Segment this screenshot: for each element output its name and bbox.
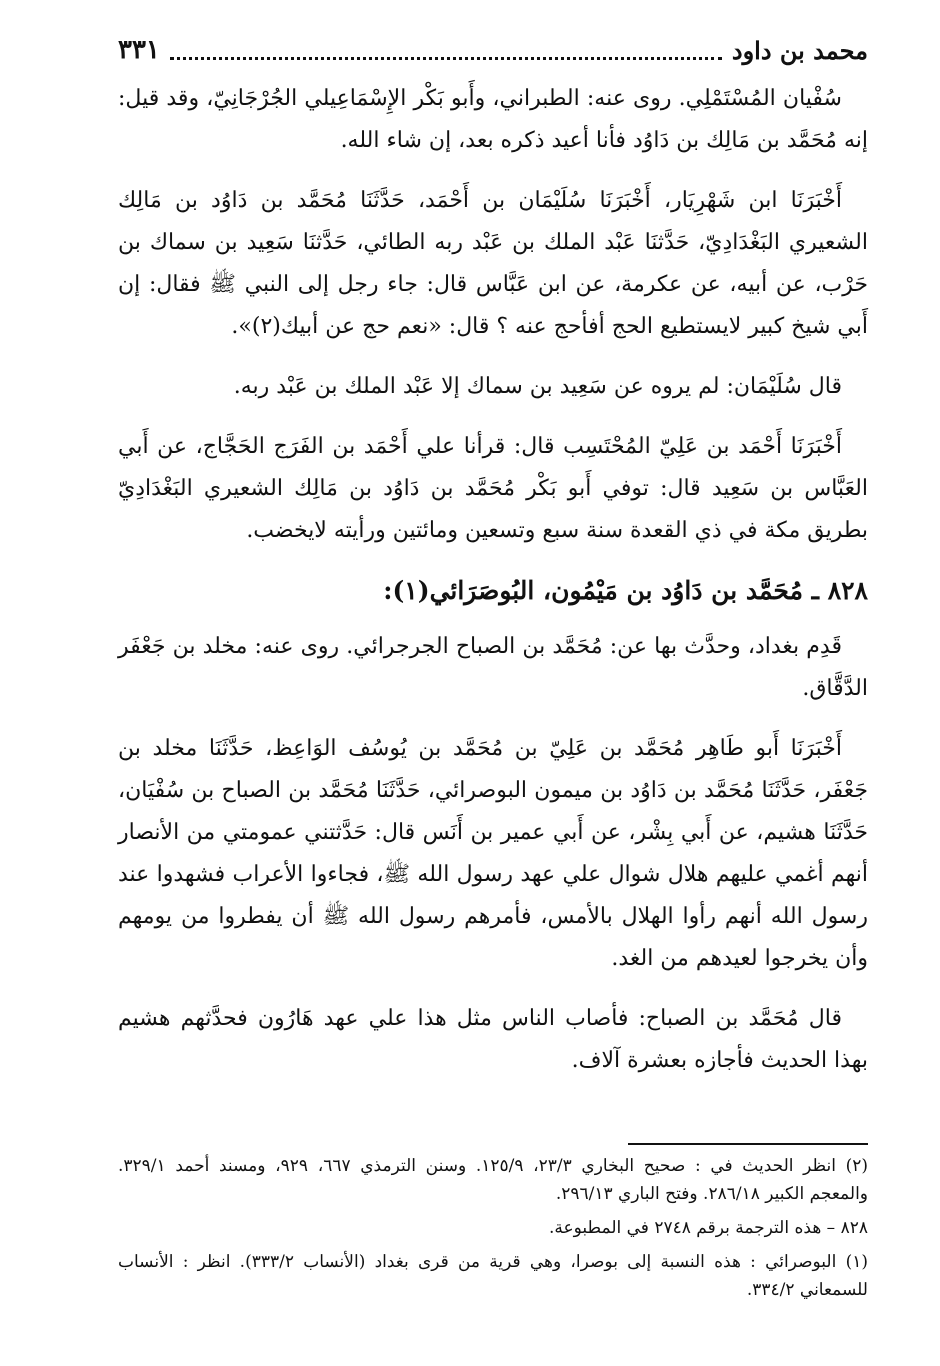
leader-dots bbox=[170, 55, 722, 60]
paragraph-1: سُفْيان المُسْتَمْلِي. روى عنه: الطبراني، وأَبو بَكْر الإِسْمَاعِيلي الجُرْجَانِيّ، وقد قيل: إنه مُحَمَّد بن مَالِك بن دَاوُد فأنا أعيد ذكره بعد، إن شاء الله. bbox=[118, 86, 868, 153]
running-title: محمد بن داود bbox=[731, 35, 868, 65]
paragraph-7: قال مُحَمَّد بن الصباح: فأصاب الناس مثل هذا علي عهد هَارُون فحدَّثهم هشيم بهذا الحديث فأجازه بعشرة آلاف. bbox=[118, 1006, 868, 1073]
paragraph-3: قال سُلَيْمَان: لم يروه عن سَعِيد بن سماك إلا عَبْد الملك بن عَبْد ربه. bbox=[233, 374, 842, 399]
footnote-1: (٢) انظر الحديث في : صحيح البخاري ٢٣/٣، ١٢٥/٩. وسنن الترمذي ٦٦٧، ٩٢٩، ومسند أحمد ٣٢٩/١. والمعجم الكبير ٢٨٦/١٨. وفتح الباري ٢٩٦/١٣. bbox=[118, 1156, 868, 1204]
page-header bbox=[118, 30, 868, 70]
footnotes bbox=[118, 1152, 868, 1310]
footnote-separator bbox=[628, 1143, 868, 1145]
paragraph-6: أَخْبَرَنَا أَبو طَاهِر مُحَمَّد بن عَلِيّ بن مُحَمَّد بن يُوسُف الوَاعِظ، حَدَّثَنَا مخلد بن جَعْفَر، حَدَّثَنَا مُحَمَّد بن دَاوُد بن ميمون البوصرائي، حَدَّثَنَا مُحَمَّد بن الصباح بن سُفْيَان، حَدَّثَنَا هشيم، عن أَبي بِشْر، عن أَبي عمير بن أَنَس قال: حَدَّثتني عمومتي من الأنصار أنهم أغمي عليهم هلال شوال علي عهد رسول الله ﷺ، فجاءوا الأعراب فشهدوا عند رسول الله أنهم رأوا الهلال بالأمس، فأمرهم رسول الله ﷺ أن يفطروا من يومهم وأن يخرجوا لعيدهم من الغد. bbox=[118, 736, 868, 971]
paragraph-2: أَخْبَرَنَا ابن شَهْرِيَار، أَخْبَرَنَا سُلَيْمَان بن أَحْمَد، حَدَّثَنَا مُحَمَّد بن دَاوُد بن مَالِك الشعيري البَغْدَادِيّ، حَدَّثنَا عَبْد الملك بن عَبْد ربه الطائي، حَدَّثنَا سَعِيد بن سماك بن حَرْب، عن أبيه، عن عكرمة، عن ابن عَبَّاس قال: جاء رجل إلى النبي ﷺ فقال: إن أَبي شيخ كبير لايستطيع الحج أفأحج عنه ؟ قال: «نعم حج عن أبيك(٢)». bbox=[118, 188, 868, 339]
main-text bbox=[118, 78, 868, 1100]
entry-heading: ٨٢٨ ـ مُحَمَّد بن دَاوُد بن مَيْمُون، البُوصَرَائي(١): bbox=[383, 576, 868, 605]
footnote-3: (١) البوصرائي : هذه النسبة إلى بوصرا، وهي قرية من قرى بغداد (الأنساب ٣٣٣/٢). انظر : الأنساب للسمعاني ٣٣٤/٢. bbox=[118, 1252, 868, 1300]
footnote-2: ٨٢٨ – هذه الترجمة برقم ٢٧٤٨ في المطبوعة. bbox=[548, 1218, 868, 1238]
paragraph-5: قَدِم بغداد، وحدَّث بها عن: مُحَمَّد بن الصباح الجرجرائي. روى عنه: مخلد بن جَعْفَر الدَّقَّاق. bbox=[118, 634, 868, 701]
paragraph-4: أَخْبَرَنَا أَحْمَد بن عَلِيّ المُحْتَسِب قال: قرأنا علي أَحْمَد بن الفَرَج الحَجَّاج، عن أَبي العَبَّاس بن سَعِيد قال: توفي أَبو بَكْر مُحَمَّد بن دَاوُد بن مَالِك الشعيري البَغْدَادِيّ بطريق مكة في ذي القعدة سنة سبع وتسعين ومائتين ورأيته لايخضب. bbox=[118, 434, 868, 543]
page-number: ٣٣١ bbox=[118, 35, 160, 65]
